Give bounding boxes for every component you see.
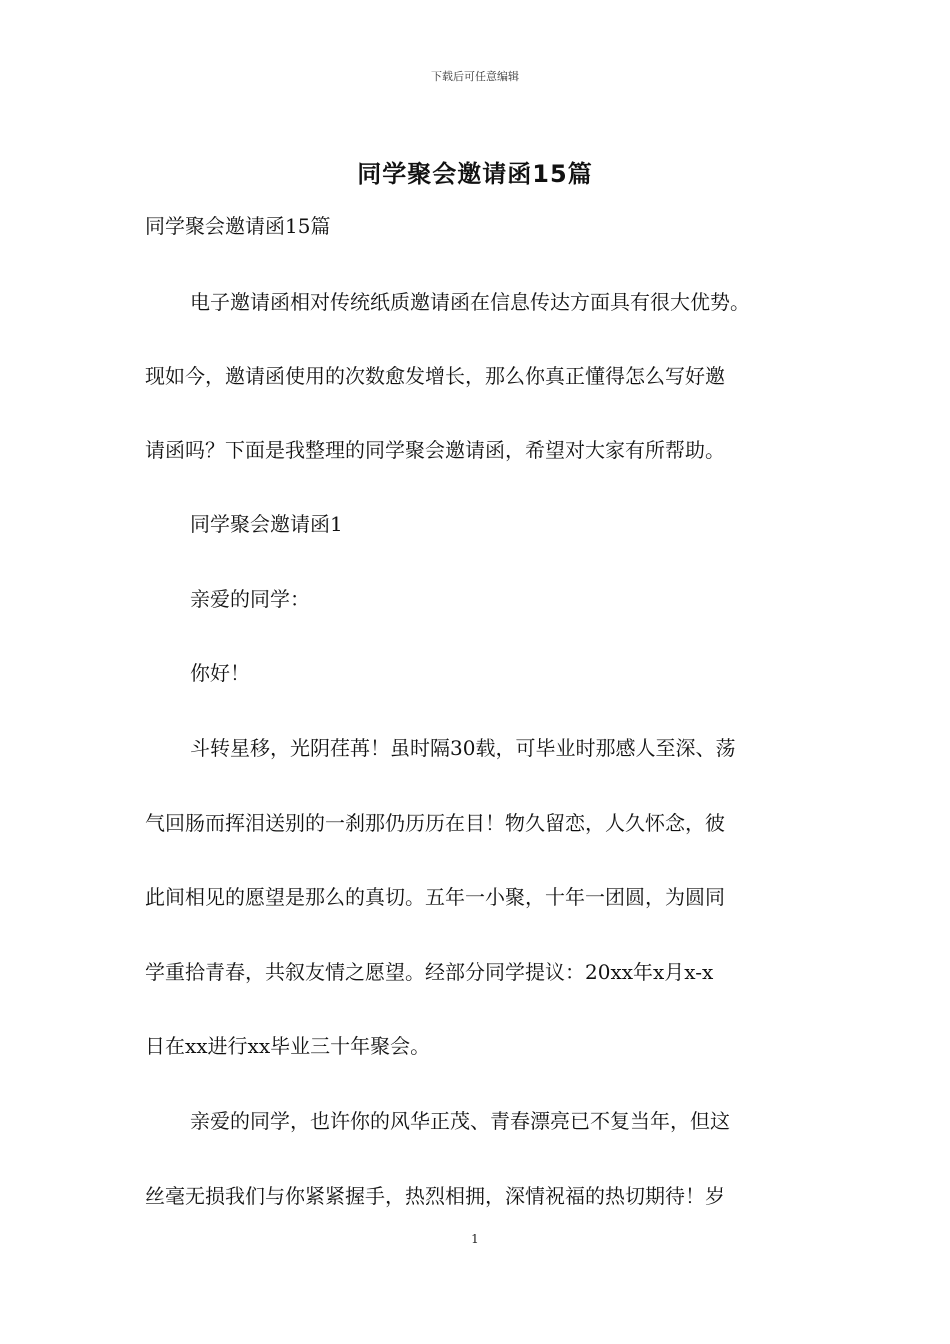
paragraph-line: 请函吗？下面是我整理的同学聚会邀请函，希望对大家有所帮助。: [145, 438, 725, 462]
paragraph-line: 电子邀请函相对传统纸质邀请函在信息传达方面具有很大优势。: [190, 290, 750, 314]
document-title: 同学聚会邀请函15篇: [357, 160, 593, 188]
section-heading: 同学聚会邀请函1: [190, 512, 343, 536]
paragraph-line: 现如今，邀请函使用的次数愈发增长，那么你真正懂得怎么写好邀: [145, 364, 725, 388]
salutation-line: 亲爱的同学：: [190, 587, 310, 611]
paragraph-line: 丝毫无损我们与你紧紧握手，热烈相拥，深情祝福的热切期待！岁: [145, 1184, 725, 1208]
paragraph-line: 气回肠而挥泪送别的一刹那仍历历在目！物久留恋，人久怀念，彼: [145, 811, 725, 835]
paragraph-line: 日在xx进行xx毕业三十年聚会。: [145, 1034, 431, 1058]
header-note: 下载后可任意编辑: [431, 70, 519, 83]
paragraph-line: 学重拾青春，共叙友情之愿望。经部分同学提议：20xx年x月x-x: [145, 960, 714, 984]
greeting-line: 你好！: [190, 661, 250, 685]
subtitle-line: 同学聚会邀请函15篇: [145, 214, 331, 238]
paragraph-line: 此间相见的愿望是那么的真切。五年一小聚，十年一团圆，为圆同: [145, 885, 725, 909]
paragraph-line: 斗转星移，光阴荏苒！虽时隔30载，可毕业时那感人至深、荡: [190, 736, 736, 760]
paragraph-line: 亲爱的同学，也许你的风华正茂、青春漂亮已不复当年，但这: [190, 1109, 730, 1133]
page-number: 1: [471, 1232, 479, 1246]
